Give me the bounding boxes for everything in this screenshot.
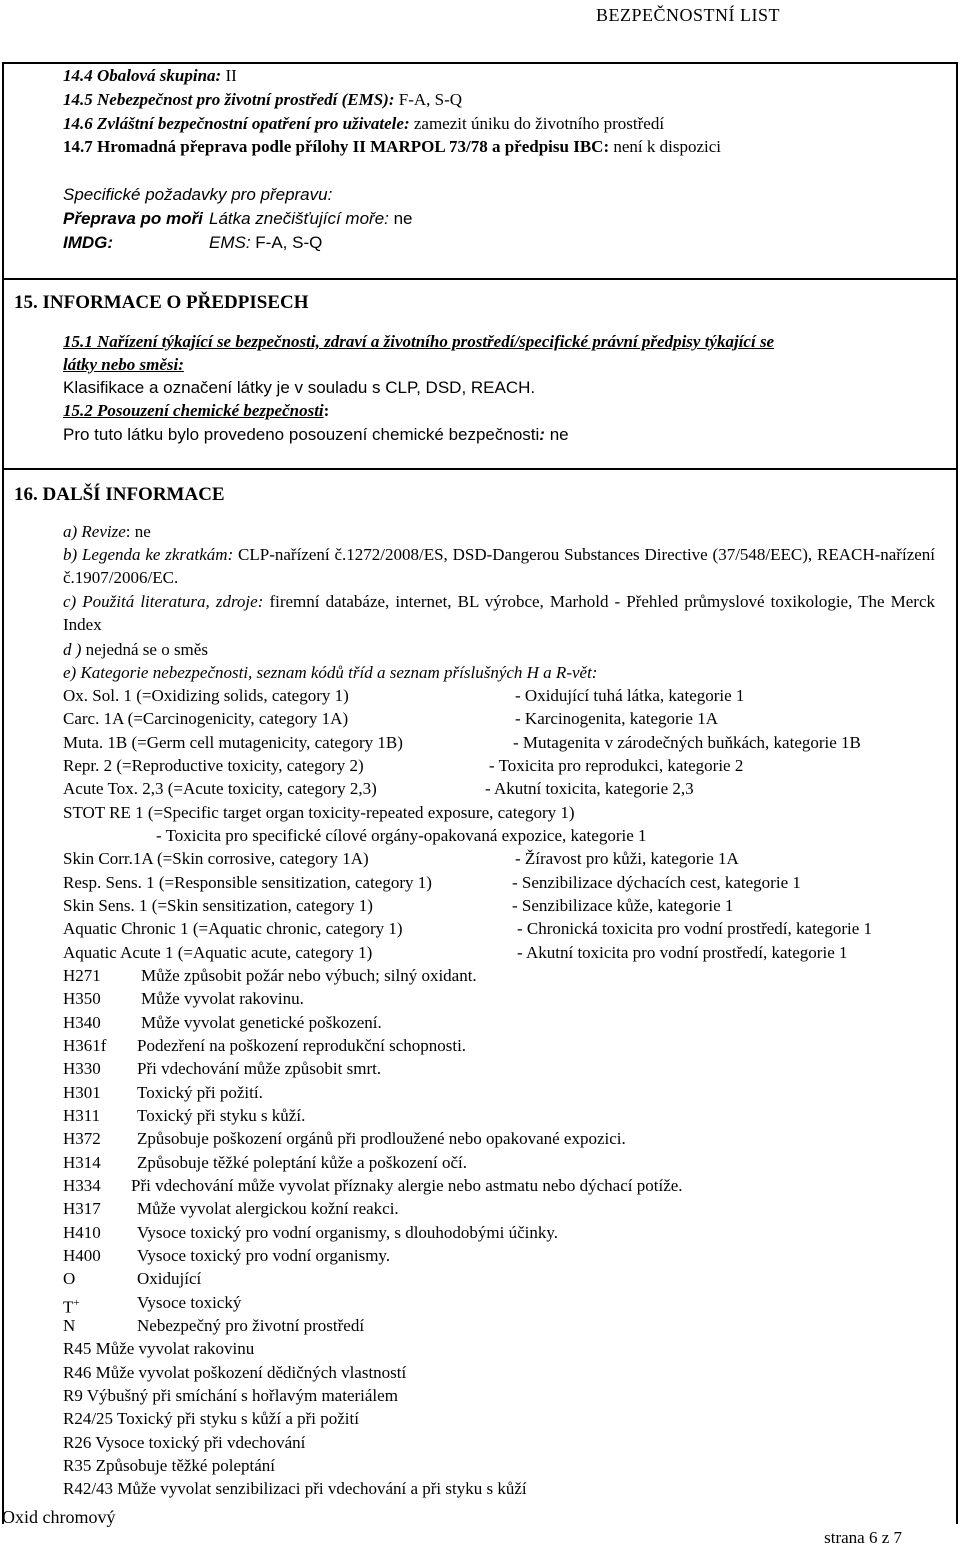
- category-cz: - Mutagenita v zárodečných buňkách, kategorie 1B: [513, 733, 861, 752]
- category-en: Aquatic Chronic 1 (=Aquatic chronic, category 1): [63, 919, 403, 938]
- s15-p1-title-b: látky nebo směsi:: [63, 355, 184, 374]
- footer-product: Oxid chromový: [2, 1507, 116, 1527]
- h-text: Toxický při požití.: [137, 1083, 263, 1102]
- s15-p2-title: 15.2 Posouzení chemické bezpečnosti:: [63, 401, 330, 420]
- h-text: Při vdechování může vyvolat příznaky alergie nebo astmatu nebo dýchací potíže.: [131, 1176, 683, 1195]
- h-text: Může vyvolat genetické poškození.: [141, 1013, 382, 1032]
- stot-en: STOT RE 1 (=Specific target organ toxicity-repeated exposure, category 1): [63, 803, 575, 822]
- category-en: Repr. 2 (=Reproductive toxicity, category 2): [63, 756, 364, 775]
- s16-d: d ) nejedná se o směs: [63, 640, 208, 659]
- h-text: Způsobuje těžké poleptání kůže a poškození očí.: [137, 1153, 467, 1172]
- h-code: H301: [63, 1083, 101, 1102]
- h-text: Způsobuje poškození orgánů při prodloužené nebo opakované expozici.: [137, 1129, 626, 1148]
- r-phrase: R24/25 Toxický při styku s kůží a při požití: [63, 1409, 359, 1428]
- h-code: H361f: [63, 1036, 107, 1055]
- r-phrase: R42/43 Může vyvolat senzibilizaci při vdechování a při styku s kůží: [63, 1479, 527, 1498]
- h-code: O: [63, 1269, 76, 1288]
- r-phrase: R26 Vysoce toxický při vdechování: [63, 1433, 306, 1452]
- category-en: Skin Sens. 1 (=Skin sensitization, category 1): [63, 896, 373, 915]
- h-text: Může vyvolat rakovinu.: [141, 989, 304, 1008]
- h-code: H334: [63, 1176, 101, 1195]
- s16-a: a) Revize: ne: [63, 522, 151, 541]
- s14-line-2: 14.5 Nebezpečnost pro životní prostředí (EMS): F-A, S-Q: [63, 90, 463, 109]
- h-code: H317: [63, 1199, 101, 1218]
- s14-line-4: 14.7 Hromadná přeprava podle přílohy II MARPOL 73/78 a předpisu IBC: není k dispozici: [63, 137, 722, 156]
- category-en: Skin Corr.1A (=Skin corrosive, category 1A): [63, 849, 369, 868]
- h-text: Nebezpečný pro životní prostředí: [137, 1316, 365, 1335]
- category-cz: - Oxidující tuhá látka, kategorie 1: [515, 686, 745, 705]
- footer-page: strana 6 z 7: [824, 1528, 902, 1547]
- h-text: Oxidující: [137, 1269, 202, 1288]
- h-text: Toxický při styku s kůží.: [137, 1106, 306, 1125]
- s16-b: b) Legenda ke zkratkám: CLP-nařízení č.1272/2008/ES, DSD-Dangerou Substances Directive (37/548/EEC), REACH-nařízení č.1907/2006/EC.: [63, 545, 936, 587]
- h-text: Může způsobit požár nebo výbuch; silný oxidant.: [141, 966, 477, 985]
- h-text: Podezření na poškození reprodukční schopnosti.: [137, 1036, 467, 1055]
- category-cz: - Akutní toxicita pro vodní prostředí, kategorie 1: [517, 943, 848, 962]
- s16-e: e) Kategorie nebezpečnosti, seznam kódů tříd a seznam příslušných H a R-vět:: [63, 663, 598, 682]
- r-phrase: R45 Může vyvolat rakovinu: [63, 1339, 255, 1358]
- category-cz: - Karcinogenita, kategorie 1A: [515, 709, 718, 728]
- s15-title: 15. INFORMACE O PŘEDPISECH: [14, 292, 309, 313]
- s15-p1-title-a: 15.1 Nařízení týkající se bezpečnosti, zdraví a životního prostředí/specifické právní předpisy týkající se: [63, 332, 775, 351]
- s15-p1-text: Klasifikace a označení látky je v souladu s CLP, DSD, REACH.: [63, 378, 536, 397]
- h-code: H311: [63, 1106, 101, 1125]
- s16-title: 16. DALŠÍ INFORMACE: [14, 484, 225, 505]
- category-en: Muta. 1B (=Germ cell mutagenicity, category 1B): [63, 733, 403, 752]
- category-cz: - Žíravost pro kůži, kategorie 1A: [515, 849, 739, 868]
- r-phrase: R46 Může vyvolat poškození dědičných vlastností: [63, 1363, 407, 1382]
- category-en: Carc. 1A (=Carcinogenicity, category 1A): [63, 709, 349, 728]
- s14-sea-value: Látka znečišťující moře: ne: [209, 209, 413, 228]
- stot-cz: - Toxicita pro specifické cílové orgány-opakovaná expozice, kategorie 1: [156, 826, 647, 845]
- h-code: H410: [63, 1223, 101, 1242]
- h-code: T+: [63, 1297, 80, 1317]
- h-text: Vysoce toxický pro vodní organismy, s dlouhodobými účinky.: [137, 1223, 559, 1242]
- h-code: H271: [63, 966, 101, 985]
- category-en: Resp. Sens. 1 (=Responsible sensitization, category 1): [63, 873, 432, 892]
- h-text: Vysoce toxický: [137, 1293, 242, 1312]
- h-code: H350: [63, 989, 101, 1008]
- s14-sea: Přeprava po moři: [63, 209, 203, 228]
- s14-ems: EMS: F-A, S-Q: [209, 233, 323, 252]
- s14-line-3: 14.6 Zvláštní bezpečnostní opatření pro uživatele: zamezit úniku do životního prostředí: [63, 114, 665, 133]
- r-phrase: R35 Způsobuje těžké poleptání: [63, 1456, 275, 1475]
- h-code: N: [63, 1316, 76, 1335]
- h-text: Při vdechování může způsobit smrt.: [137, 1059, 382, 1078]
- category-cz: - Senzibilizace kůže, kategorie 1: [512, 896, 734, 915]
- s14-line-1: 14.4 Obalová skupina: II: [63, 66, 237, 85]
- s15-p2-text: Pro tuto látku bylo provedeno posouzení chemické bezpečnosti: ne: [63, 425, 569, 444]
- h-code: H340: [63, 1013, 101, 1032]
- s14-spec: Specifické požadavky pro přepravu:: [63, 185, 333, 204]
- category-cz: - Akutní toxicita, kategorie 2,3: [485, 779, 694, 798]
- category-cz: - Toxicita pro reprodukci, kategorie 2: [489, 756, 744, 775]
- category-cz: - Chronická toxicita pro vodní prostředí, kategorie 1: [517, 919, 873, 938]
- category-en: Ox. Sol. 1 (=Oxidizing solids, category 1): [63, 686, 349, 705]
- document-header: BEZPEČNOSTNÍ LIST: [596, 5, 780, 25]
- category-en: Aquatic Acute 1 (=Aquatic acute, category 1): [63, 943, 373, 962]
- h-code: H400: [63, 1246, 101, 1265]
- h-text: Vysoce toxický pro vodní organismy.: [137, 1246, 391, 1265]
- r-phrase: R9 Výbušný při smíchání s hořlavým materiálem: [63, 1386, 398, 1405]
- category-en: Acute Tox. 2,3 (=Acute toxicity, category 2,3): [63, 779, 377, 798]
- h-text: Může vyvolat alergickou kožní reakci.: [137, 1199, 399, 1218]
- h-code: H330: [63, 1059, 101, 1078]
- s14-imdg: IMDG:: [63, 233, 114, 252]
- s16-c: c) Použitá literatura, zdroje: firemní databáze, internet, BL výrobce, Marhold - Přehled průmyslové toxikologie, The Merck Index: [63, 592, 935, 634]
- h-code: H314: [63, 1153, 101, 1172]
- category-cz: - Senzibilizace dýchacích cest, kategorie 1: [512, 873, 801, 892]
- h-code: H372: [63, 1129, 101, 1148]
